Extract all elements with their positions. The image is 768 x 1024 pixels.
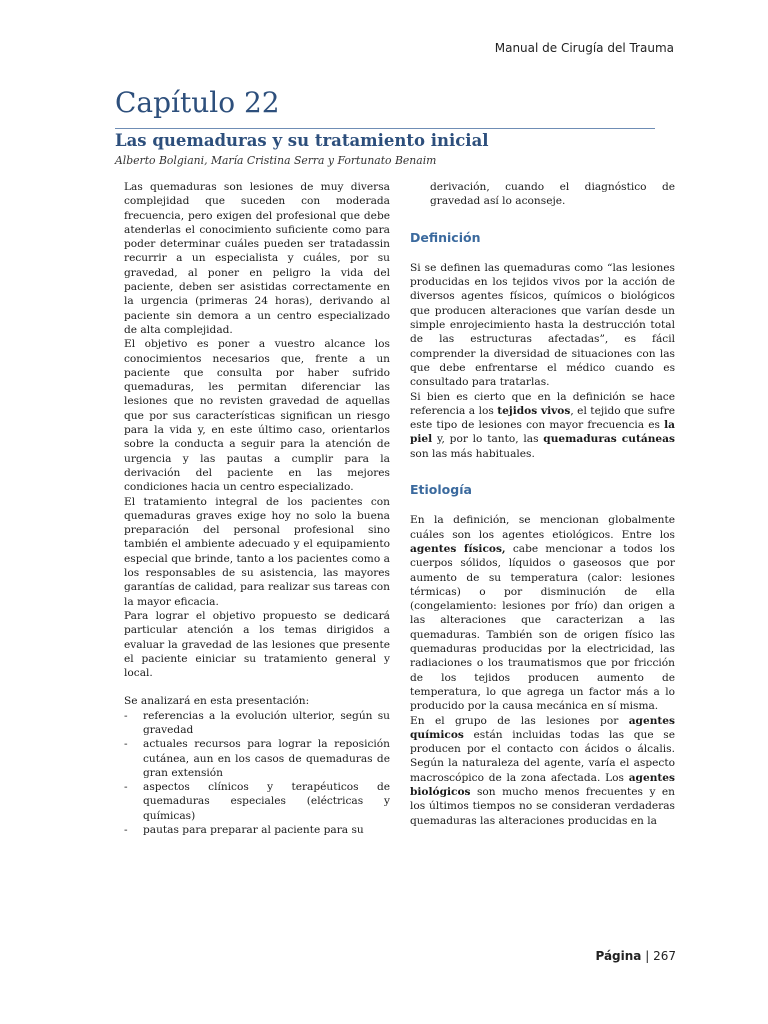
chapter-title: Capítulo 22 xyxy=(115,86,280,119)
section-heading-definicion: Definición xyxy=(410,229,481,245)
definition-paragraph-1: Si se definen las quemaduras como “las lesiones producidas en los tejidos vivos por la acción de diversos agentes físicos, químicos o biológicos que producen alteraciones que varían desde un simple enrojecimiento hasta la destrucción total de las estructuras afectadas”, es fácil comprender la diversidad de situaciones con las que debe enfrentarse el médico cuando es consultado para tratarlas. xyxy=(410,261,675,389)
list-item-text: actuales recursos para lograr la reposición cutánea, aun en los casos de quemaduras de gran extensión xyxy=(143,738,390,779)
text-run: En la definición, se mencionan globalmente cuáles son los agentes etiológicos. Entre los xyxy=(410,514,675,541)
page-number: 267 xyxy=(653,949,676,963)
authors-line: Alberto Bolgiani, María Cristina Serra y Fortunato Benaim xyxy=(115,154,437,167)
bold-term: tejidos vivos xyxy=(497,404,571,417)
page-label: Página xyxy=(595,949,642,963)
text-run: , el tejido que sufre este tipo de lesiones con mayor frecuencia es xyxy=(410,404,675,432)
list-item xyxy=(124,709,390,738)
text-run: y, por lo tanto, las xyxy=(432,433,544,446)
bold-term: quemaduras cutáneas xyxy=(543,433,675,446)
list-item-text: pautas para preparar al paciente para su xyxy=(143,824,364,837)
title-rule xyxy=(115,128,655,129)
topics-list xyxy=(124,709,390,838)
bold-term: agentes físicos, xyxy=(410,542,506,555)
text-run: están incluidas todas las que se producen por el contacto con ácidos o álcalis. Según la naturaleza del agente, varía el aspecto macroscópico de la zona afectada. Los xyxy=(410,728,675,784)
definition-paragraph-2 xyxy=(410,390,675,461)
left-column xyxy=(124,180,390,837)
list-intro: Se analizará en esta presentación: xyxy=(124,695,310,708)
bold-term: agentes químicos xyxy=(410,714,675,741)
bold-term: la piel xyxy=(410,419,675,446)
list-continuation: derivación, cuando el diagnóstico de gravedad así lo aconseje. xyxy=(430,181,675,208)
intro-paragraph-1: Las quemaduras son lesiones de muy diversa complejidad que suceden con moderada frecuencia, pero exigen del profesional que debe atenderlas el conocimiento suficiente como para poder determinar cuáles pueden ser tratadassin recurrir a un especialista y cuáles, por su gravedad, al poner en peligro la vida del paciente, deben ser asistidas correctamente en la urgencia (primeras 24 horas), derivando al paciente sin demora a un centro especializado de alta complejidad. xyxy=(124,181,390,336)
text-run: son las más habituales. xyxy=(410,447,535,460)
section-heading-etiologia: Etiología xyxy=(410,482,472,498)
list-item xyxy=(124,780,390,823)
text-run: cabe mencionar a todos los cuerpos sólidos, líquidos o gaseosos que por aumento de su temperatura (calor: lesiones térmicas) o por disminución de ella (congelamiento: lesiones por frío) dan origen a las alteraciones que caracterizan a las quemaduras. También son de origen físico las quemaduras producidas por la electricidad, las radiaciones o los traumatismos que por fricción de los tejidos producen aumento de temperatura, lo que agrega un factor más a lo producido por la causa mecánica en sí misma. xyxy=(410,542,675,713)
page-footer xyxy=(595,949,676,963)
text-run: En el grupo de las lesiones por xyxy=(410,714,629,727)
intro-paragraph-2: El objetivo es poner a vuestro alcance los conocimientos necesarios que, frente a un paciente que consulta por haber sufrido quemaduras, les permitan diferenciar las lesiones que no revisten gravedad de aquellas que por sus características significan un riesgo para la vida y, en este último caso, orientarlos sobre la conducta a seguir para la atención de urgencia y las pautas a cumplir para la derivación del paciente en las mejores condiciones hacia un centro especializado. xyxy=(124,338,390,494)
etiology-paragraph-1 xyxy=(410,513,675,713)
right-column xyxy=(410,180,675,828)
text-run: Si bien es cierto que en la definición se hace referencia a los xyxy=(410,390,675,417)
page-separator: | xyxy=(645,949,650,963)
text-run: son mucho menos frecuentes y en los últimos tiempos no se consideran verdaderas quemaduras las alteraciones producidas en la xyxy=(410,785,675,827)
dash-bullet: - xyxy=(124,824,128,837)
bold-term: agentes biológicos xyxy=(410,771,675,798)
list-item xyxy=(124,737,390,780)
list-item-text: aspectos clínicos y terapéuticos de quemaduras especiales (eléctricas y químicas) xyxy=(143,781,390,822)
dash-bullet: - xyxy=(124,781,128,794)
intro-paragraph-4: Para lograr el objetivo propuesto se dedicará particular atención a los temas dirigidos a evaluar la gravedad de las lesiones que presente el paciente einiciar su tratamiento general y local. xyxy=(124,609,390,680)
intro-paragraph-3: El tratamiento integral de los pacientes con quemaduras graves exige hoy no solo la buena preparación del personal profesional sino también el ambiente adecuado y el equipamiento especial que brinde, tanto a los pacientes como a los responsables de su asistencia, las mayores garantías de calidad, para realizar sus tareas con la mayor eficacia. xyxy=(124,495,390,608)
etiology-paragraph-2 xyxy=(410,714,675,828)
list-item xyxy=(124,823,390,837)
dash-bullet: - xyxy=(124,738,128,751)
running-header-title: Manual de Cirugía del Trauma xyxy=(494,41,674,55)
list-item-text: referencias a la evolución ulterior, según su gravedad xyxy=(143,709,390,736)
chapter-subtitle: Las quemaduras y su tratamiento inicial xyxy=(115,131,489,150)
dash-bullet: - xyxy=(124,709,128,722)
